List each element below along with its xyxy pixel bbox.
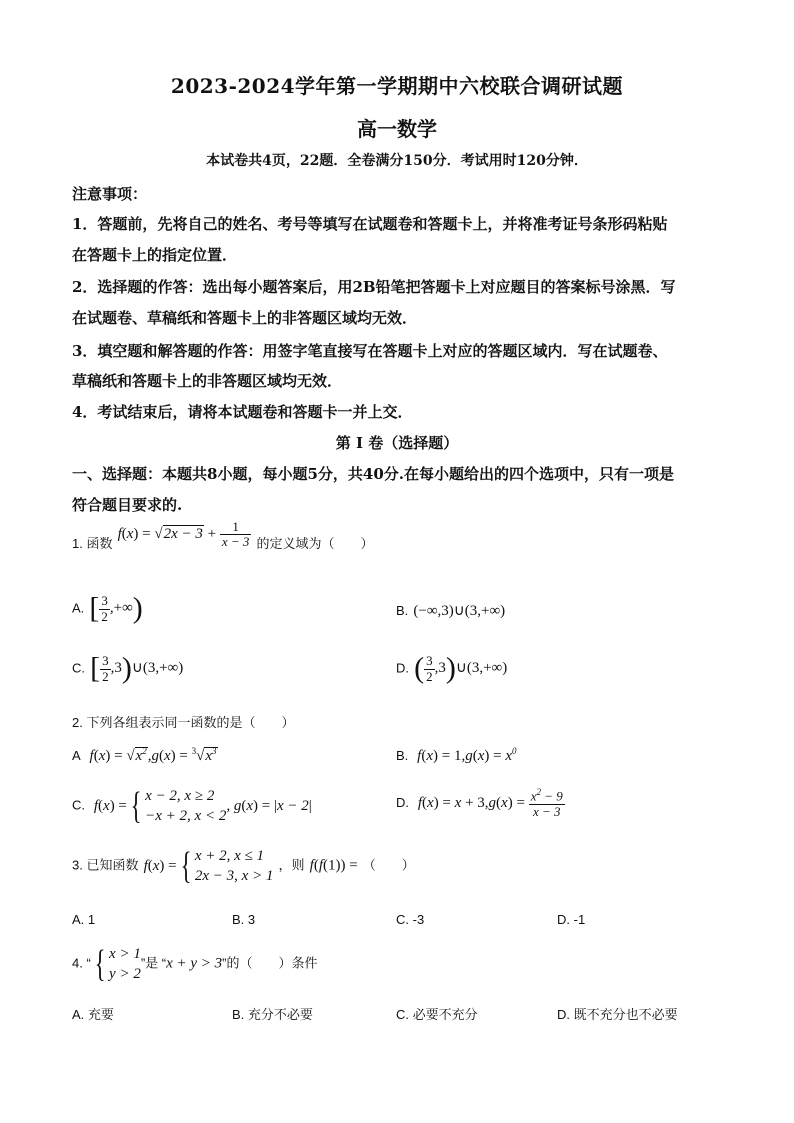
- section-intro: 一、选择题：本题共8小题，每小题5分，共40分.在每小题给出的四个选项中，只有一项是: [72, 465, 674, 483]
- section-title: 第 Ⅰ 卷（选择题）: [335, 434, 459, 452]
- question-1: [72, 519, 374, 560]
- question-text: ”是 “: [140, 955, 167, 971]
- section-intro: 符合题目要求的.: [72, 496, 183, 514]
- note-line: 草稿纸和答题卡上的非答题区域均无效．: [72, 372, 343, 390]
- q1-option-c[interactable]: [72, 652, 183, 686]
- q4-option-c[interactable]: C. 必要不充分: [396, 1007, 478, 1022]
- q4-option-b[interactable]: B. 充分不必要: [232, 1007, 313, 1022]
- formula: f(x) = x + 3,g(x) = $\frac{x^2 - 9}{x - 3}$: [414, 787, 563, 819]
- question-3: [72, 846, 415, 887]
- question-4: [72, 944, 318, 985]
- q2-option-b[interactable]: [396, 745, 517, 765]
- q2-option-c[interactable]: [72, 786, 312, 827]
- question-stem: 3. 已知函数: [72, 857, 139, 873]
- formula: $f(x) = √x^2,g(x) = ^3√x^3$: [85, 746, 217, 764]
- question-text: ”的（ ）条件: [222, 955, 318, 971]
- option-label: A.: [72, 600, 85, 616]
- q1-option-b[interactable]: [396, 600, 505, 620]
- question-number: 4. “: [72, 955, 91, 971]
- formula: (−∞,3)∪(3,+∞): [413, 603, 506, 619]
- option-label: B.: [396, 603, 409, 618]
- option-label: C.: [72, 797, 85, 813]
- exam-subtitle: 高一数学: [357, 117, 437, 141]
- notes-heading: 注意事项：: [72, 185, 148, 203]
- formula: f(x) ={ x + 2, x ≤ 1 2x − 3, x > 1: [143, 845, 274, 888]
- formula: [ $\frac{3}{2}$ ,+∞): [89, 592, 143, 625]
- q2-option-a[interactable]: [72, 745, 218, 765]
- formula: $f(x) = 1,g(x) = x^0$: [413, 746, 517, 764]
- formula: ( $\frac{3}{2}$ ,3)∪(3,+∞): [414, 652, 508, 685]
- note-line: 在答题卡上的指定位置．: [72, 246, 238, 264]
- formula: [ $\frac{3}{2}$ ,3)∪(3,+∞): [90, 652, 184, 685]
- q2-option-d[interactable]: [396, 788, 565, 819]
- q1-option-d[interactable]: [396, 652, 507, 686]
- question-text: ，则: [278, 857, 305, 873]
- formula: { x > 1 y > 2: [94, 943, 141, 986]
- q1-option-a[interactable]: [72, 592, 143, 626]
- formula: x + y > 3: [166, 955, 223, 972]
- exam-title: 2023-2024学年第一学期期中六校联合调研试题: [170, 74, 624, 98]
- option-label: D.: [396, 794, 409, 810]
- question-text: （ ）: [362, 857, 415, 873]
- note-line: 3．填空题和解答题的作答：用签字笔直接写在答题卡上对应的答题区域内．写在试题卷、: [72, 342, 668, 360]
- question-suffix: 的定义域为（ ）: [256, 536, 374, 552]
- q3-option-c[interactable]: C. -3: [396, 912, 425, 927]
- formula: f(x) ={ x − 2, x ≥ 2 −x + 2, x < 2, g(x) = |x − 2|: [90, 785, 312, 828]
- question-2-stem: 2. 下列各组表示同一函数的是（ ）: [72, 715, 295, 730]
- option-label: A: [72, 748, 81, 763]
- formula: f(x) = √2x − 3 + $\frac{1}{x - 3}$: [117, 519, 250, 550]
- note-line: 在试题卷、草稿纸和答题卡上的非答题区域均无效．: [72, 309, 418, 327]
- note-line: 1．答题前，先将自己的姓名、考号等填写在试题卷和答题卡上，并将准考证号条形码粘贴: [72, 215, 668, 233]
- note-line: 2．选择题的作答：选出每小题答案后，用2B铅笔把答题卡上对应题目的答案标号涂黑．写: [72, 278, 676, 296]
- q3-option-d[interactable]: D. -1: [557, 912, 586, 927]
- question-number: 1. 函数: [72, 536, 113, 552]
- q4-option-d[interactable]: D. 既不充分也不必要: [557, 1007, 678, 1022]
- q3-option-a[interactable]: A. 1: [72, 912, 96, 927]
- note-line: 4．考试结束后，请将本试题卷和答题卡一并上交．: [72, 403, 413, 421]
- option-label: B.: [396, 748, 409, 763]
- q4-option-a[interactable]: A. 充要: [72, 1007, 114, 1022]
- q3-option-b[interactable]: B. 3: [232, 912, 256, 927]
- option-label: C.: [72, 660, 85, 676]
- formula: f(f(1)) =: [309, 857, 358, 874]
- exam-info: 本试卷共4页，22题．全卷满分150分．考试用时120分钟．: [206, 153, 588, 169]
- option-label: D.: [396, 660, 409, 676]
